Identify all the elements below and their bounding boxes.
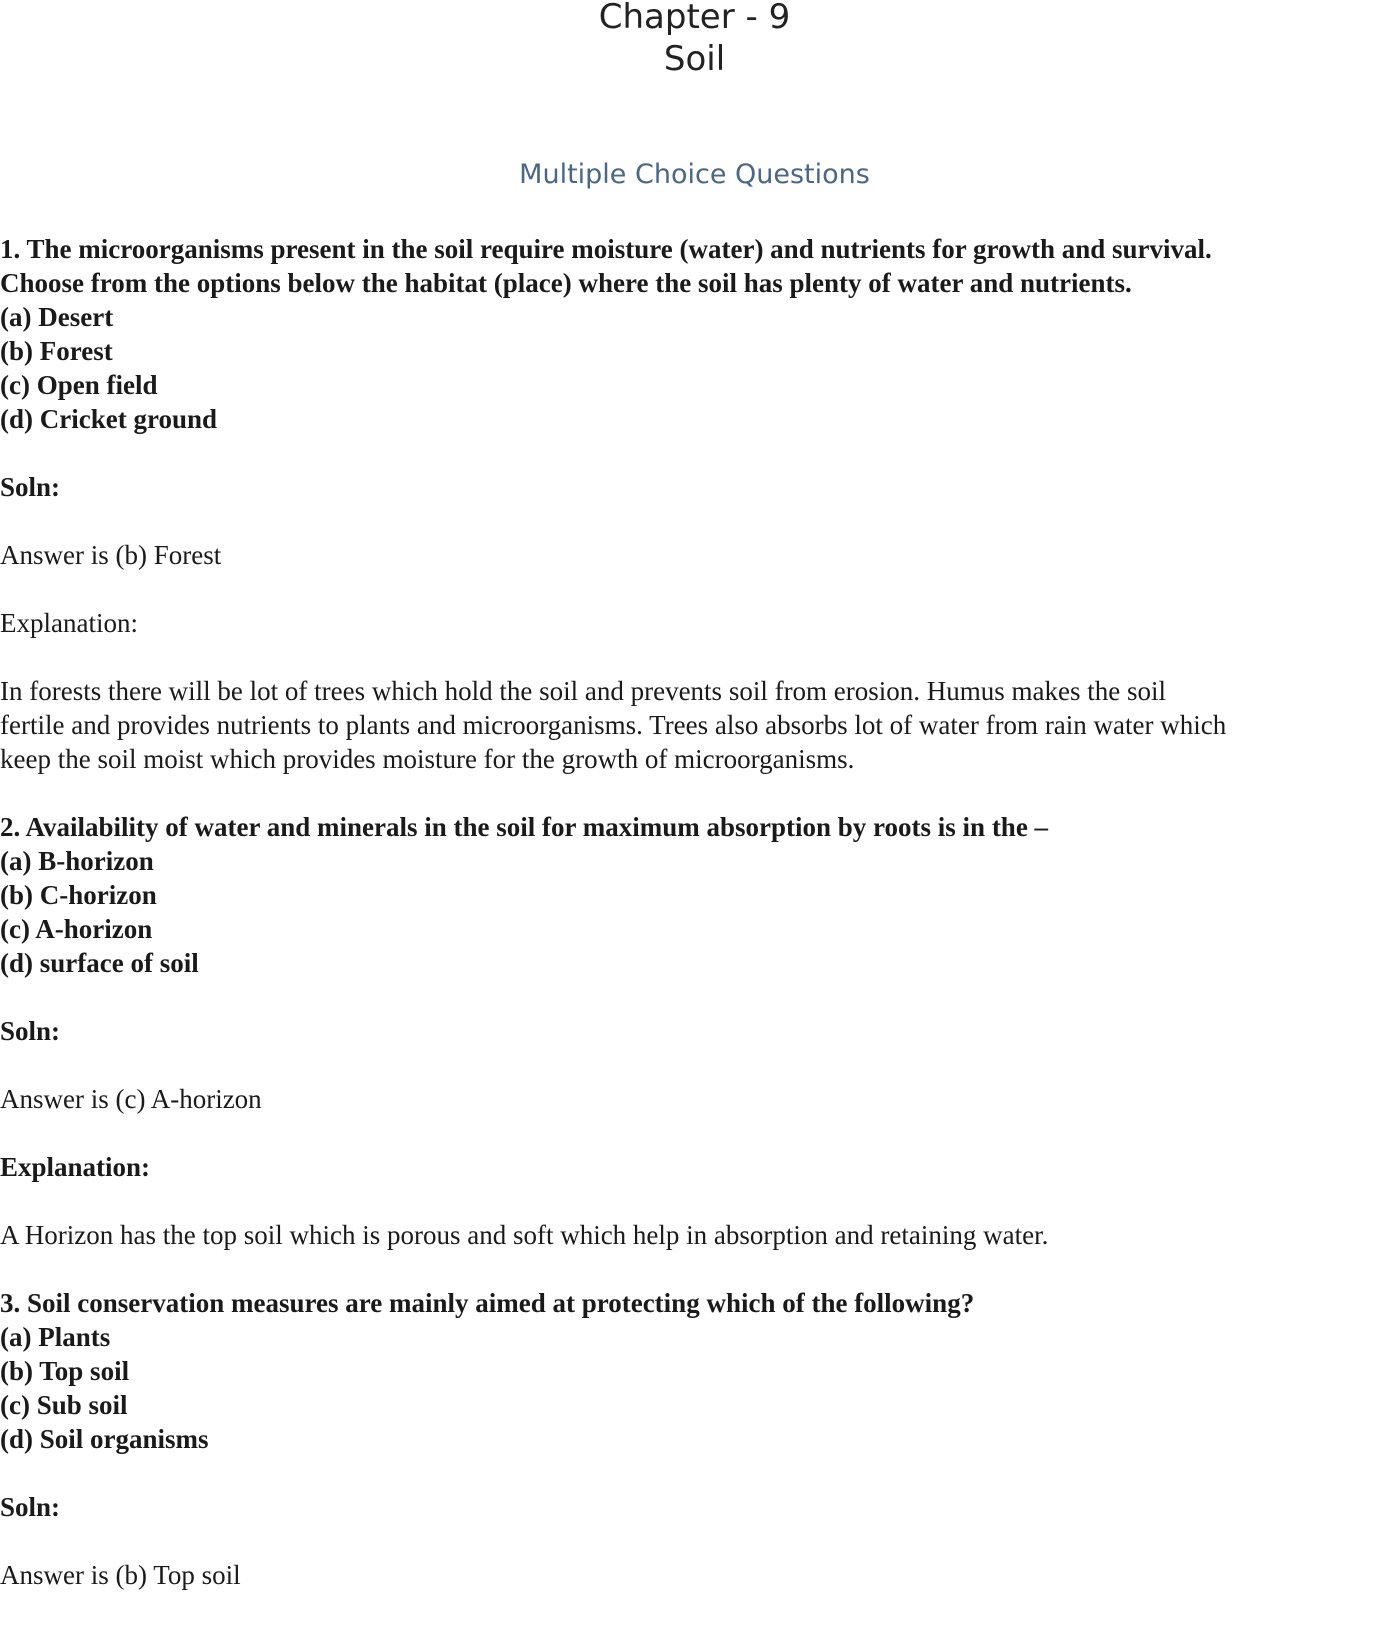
question-2-option-b: (b) C-horizon [0, 880, 157, 910]
question-3-option-a: (a) Plants [0, 1322, 111, 1352]
question-2-option-a: (a) B-horizon [0, 846, 154, 876]
question-1-text-line-1: 1. The microorganisms present in the soil require moisture (water) and nutrients for growth and survival. [0, 234, 1212, 264]
question-2-explanation: A Horizon has the top soil which is porous and soft which help in absorption and retaining water. [0, 1220, 1049, 1250]
question-1-text-line-2: Choose from the options below the habitat (place) where the soil has plenty of water and nutrients. [0, 268, 1132, 298]
question-3-option-b: (b) Top soil [0, 1356, 130, 1386]
section-heading: Multiple Choice Questions [519, 159, 870, 190]
question-3-soln-label: Soln: [0, 1492, 61, 1522]
question-1-answer: Answer is (b) Forest [0, 540, 222, 570]
question-1-explanation-line-3: keep the soil moist which provides moisture for the growth of microorganisms. [0, 744, 855, 774]
question-2-answer: Answer is (c) A-horizon [0, 1084, 262, 1114]
question-1-option-c: (c) Open field [0, 370, 158, 400]
question-1-option-d: (d) Cricket ground [0, 404, 218, 434]
question-1-option-b: (b) Forest [0, 336, 113, 366]
question-3-answer: Answer is (b) Top soil [0, 1560, 241, 1590]
question-2-option-c: (c) A-horizon [0, 914, 153, 944]
question-2-soln-label: Soln: [0, 1016, 61, 1046]
question-2-option-d: (d) surface of soil [0, 948, 199, 978]
question-3-option-c: (c) Sub soil [0, 1390, 128, 1420]
question-2-text: 2. Availability of water and minerals in the soil for maximum absorption by roots is in the – [0, 812, 1049, 842]
question-3-option-d: (d) Soil organisms [0, 1424, 209, 1454]
question-1-soln-label: Soln: [0, 472, 61, 502]
question-1-explanation-line-2: fertile and provides nutrients to plants and microorganisms. Trees also absorbs lot of water from rain water which [0, 710, 1227, 740]
question-3-text: 3. Soil conservation measures are mainly aimed at protecting which of the following? [0, 1288, 975, 1318]
question-1-option-a: (a) Desert [0, 302, 114, 332]
question-1-explanation-line-1: In forests there will be lot of trees which hold the soil and prevents soil from erosion. Humus makes the soil [0, 676, 1167, 706]
subject-heading: Soil [663, 39, 726, 79]
question-2-explanation-label: Explanation: [0, 1152, 151, 1182]
chapter-heading: Chapter - 9 [598, 0, 791, 37]
question-1-explanation-label: Explanation: [0, 608, 138, 638]
